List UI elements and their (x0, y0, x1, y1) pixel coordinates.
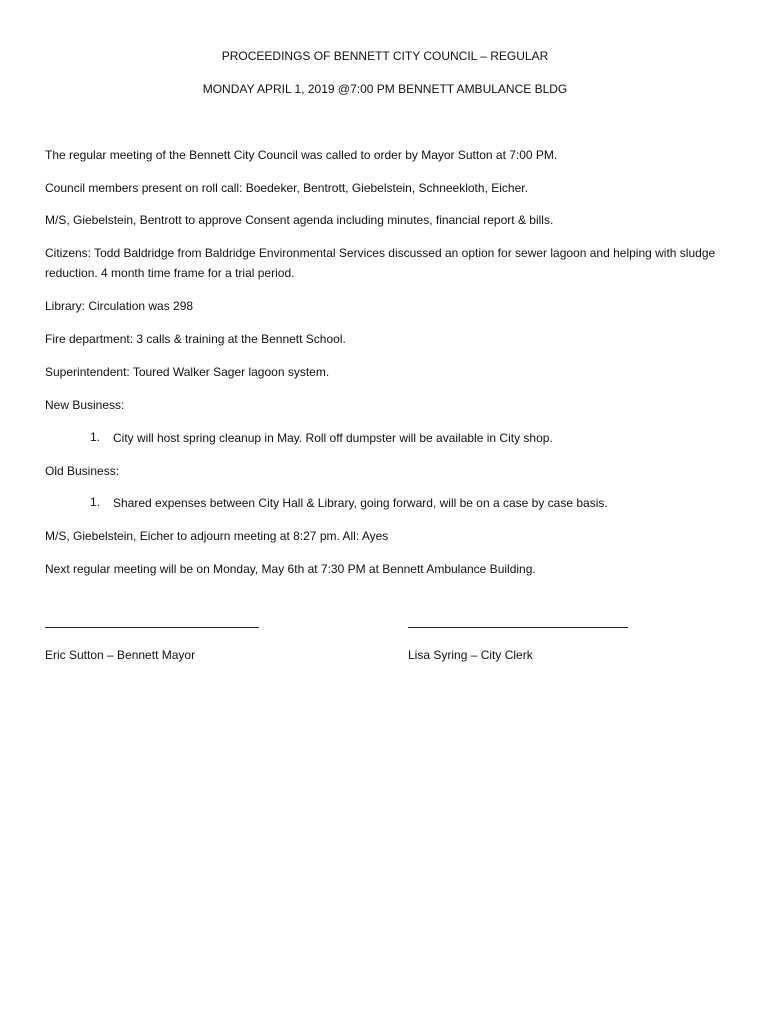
document-subtitle: MONDAY APRIL 1, 2019 @7:00 PM BENNETT AMBULANCE BLDG (202, 82, 568, 96)
fire-department-paragraph: Fire department: 3 calls & training at the Bennett School. (45, 332, 346, 346)
consent-agenda-paragraph: M/S, Giebelstein, Bentrott to approve Consent agenda including minutes, financial report & bills. (45, 213, 554, 227)
call-to-order-paragraph: The regular meeting of the Bennett City Council was called to order by Mayor Sutton at 7:00 PM. (45, 148, 558, 162)
list-item-number: 1. (90, 495, 101, 509)
clerk-signature-line (408, 627, 628, 628)
list-item-text: Shared expenses between City Hall & Library, going forward, will be on a case by case basis. (113, 496, 608, 510)
old-business-heading: Old Business: (45, 464, 120, 478)
list-item-text: City will host spring cleanup in May. Roll off dumpster will be available in City shop. (113, 431, 553, 445)
adjourn-paragraph: M/S, Giebelstein, Eicher to adjourn meeting at 8:27 pm. All: Ayes (45, 529, 389, 543)
mayor-signature-label: Eric Sutton – Bennett Mayor (45, 648, 196, 662)
list-item-number: 1. (90, 430, 101, 444)
citizens-paragraph: Citizens: Todd Baldridge from Baldridge Environmental Services discussed an option for sewer lagoon and helping with sludge reduction. 4 month time frame for a trial period. (45, 246, 716, 280)
document-title: PROCEEDINGS OF BENNETT CITY COUNCIL – REGULAR (221, 49, 549, 63)
new-business-heading: New Business: (45, 398, 125, 412)
library-paragraph: Library: Circulation was 298 (45, 299, 194, 313)
clerk-signature-label: Lisa Syring – City Clerk (408, 648, 533, 662)
next-meeting-paragraph: Next regular meeting will be on Monday, May 6th at 7:30 PM at Bennett Ambulance Building. (45, 562, 536, 576)
roll-call-paragraph: Council members present on roll call: Boedeker, Bentrott, Giebelstein, Schneekloth, Eicher. (45, 181, 528, 195)
mayor-signature-line (45, 627, 259, 628)
superintendent-paragraph: Superintendent: Toured Walker Sager lagoon system. (45, 365, 330, 379)
